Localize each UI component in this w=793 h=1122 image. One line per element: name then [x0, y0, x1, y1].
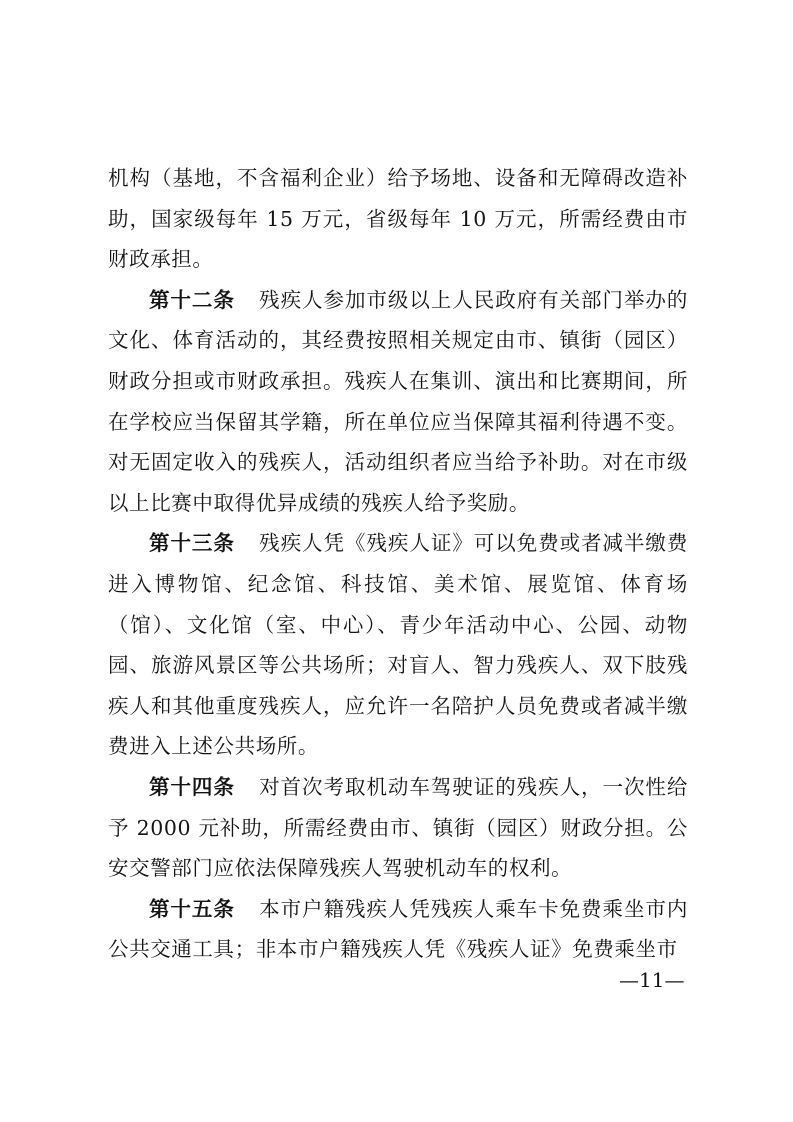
paragraph-text: 机构（基地，不含福利企业）给予场地、设备和无障碍改造补助，国家级每年 15 万元，省级每年 10 万元，所需经费由市财政承担。 — [108, 166, 688, 272]
article-number: 第十二条 — [149, 287, 235, 312]
paragraph-text: 对首次考取机动车驾驶证的残疾人，一次性给予 2000 元补助，所需经费由市、镇街（园区）财政分担。公安交警部门应依法保障残疾人驾驶机动车的权利。 — [108, 774, 688, 881]
paragraph-text: 残疾人参加市级以上人民政府有关部门举办的文化、体育活动的，其经费按照相关规定由市、镇街（园区）财政分担或市财政承担。残疾人在集训、演出和比赛期间，所在学校应当保留其学籍，所在单位应当保障其福利待遇不变。对无固定收入的残疾人，活动组织者应当给予补助。对在市级以上比赛中取得优异成绩的残疾人给予奖励。 — [108, 287, 688, 515]
article-12-paragraph — [108, 280, 688, 524]
article-13-paragraph — [108, 523, 688, 767]
article-14-paragraph — [108, 767, 688, 889]
article-number: 第十四条 — [149, 774, 235, 799]
document-body — [108, 158, 688, 970]
article-number: 第十三条 — [149, 531, 235, 556]
paragraph-text: 残疾人凭《残疾人证》可以免费或者减半缴费进入博物馆、纪念馆、科技馆、美术馆、展览馆、体育场（馆）、文化馆（室、中心）、青少年活动中心、公园、动物园、旅游风景区等公共场所；对盲人、智力残疾人、双下肢残疾人和其他重度残疾人，应允许一名陪护人员免费或者减半缴费进入上述公共场所。 — [108, 531, 688, 759]
article-15-paragraph — [108, 889, 688, 970]
article-number: 第十五条 — [149, 896, 235, 921]
paragraph-text: 本市户籍残疾人凭残疾人乘车卡免费乘坐市内公共交通工具；非本市户籍残疾人凭《残疾人证》免费乘坐市 — [108, 896, 688, 962]
paragraph-continuation — [108, 158, 688, 280]
page-number: —11— — [619, 968, 685, 992]
